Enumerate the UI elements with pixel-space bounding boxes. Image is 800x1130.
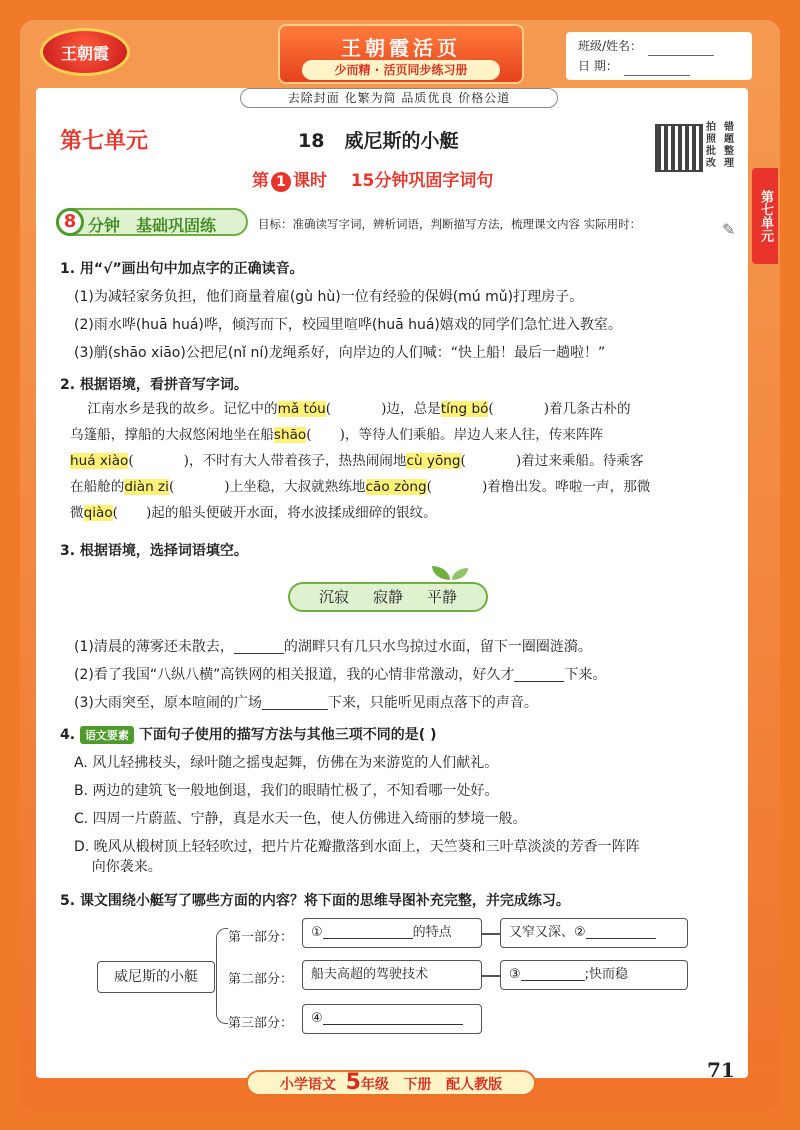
brand-logo: 王朝霞 — [40, 28, 130, 76]
question-1-title: 1. 用“√”画出句中加点字的正确读音。 — [60, 261, 304, 277]
option-d[interactable]: D. 晚风从椴树顶上轻轻吹过，把片片花瓣撒落到水面上，天竺葵和三叶草淡淡的芳香一阵阵 — [74, 839, 640, 855]
mindmap-part-3: 第三部分： — [228, 1016, 294, 1031]
qr-caption: 拍 错 照 题 批 整 改 理 — [706, 122, 734, 169]
option-c[interactable]: C. 四周一片蔚蓝、宁静，真是水天一色，使人仿佛进入绮丽的梦境一般。 — [74, 811, 527, 827]
mindmap-box-1[interactable]: ① 的特点 — [302, 918, 482, 948]
option-d-cont: 向你袭来。 — [74, 859, 162, 875]
question-2-passage: 江南水乡是我的故乡。记忆中的mǎ tóu( )边，总是tíng bó( )着几条古朴的 乌篷船，撑船的大叔悠闲地坐在船shāo( )，等待人们乘船。岸边人来人往，传来阵阵 huá xiào( )，不时有大人带着孩子，热热闹闹地cù yōng( )着过来乘船。待乘客 在船舱的diàn zi( )上坐稳，大叔就熟练地cāo zòng( )着橹出发。哗啦一声，那微 微qiào( )起的船头便破开水面，将水波揉成细碎的银纹。 — [70, 401, 651, 521]
brand-title: 王朝霞活页 — [341, 36, 461, 60]
footer-banner: 小学语文 5年级 下册 配人教版 — [246, 1070, 536, 1096]
question-4-title: 4. 语文要素 下面句子使用的描写方法与其他三项不同的是( ) — [60, 727, 437, 743]
option-a[interactable]: A. 风儿轻拂枝头，绿叶随之摇曳起舞，仿佛在为来游览的人们献礼。 — [74, 755, 499, 771]
unit-title: 第七单元 — [60, 128, 149, 154]
mindmap-part-1: 第一部分： — [228, 930, 294, 945]
session-title: 第 1 课时 15分钟巩固字词句 — [252, 171, 494, 191]
side-unit-tab: 第七单元 — [752, 168, 778, 264]
mindmap-box-2b[interactable]: ③ ;快而稳 — [500, 960, 688, 990]
question-3-item: (3)大雨突至，原本喧闹的广场 下来，只能听见雨点落下的声音。 — [74, 695, 538, 711]
brand-banner — [278, 24, 524, 84]
slogan: 去除封面 化繁为简 品质优良 价格公道 — [240, 88, 558, 108]
mindmap-center: 威尼斯的小艇 — [97, 961, 215, 993]
question-1-item[interactable]: (3)艄(shāo xiāo)公把尼(nǐ ní)龙绳系好，向岸边的人们喊：“快上船！最后一趟啦！” — [74, 345, 606, 361]
question-3-title: 3. 根据语境，选择词语填空。 — [60, 543, 248, 559]
mindmap-box-1b[interactable]: 又窄又深、② — [500, 918, 688, 948]
question-5-title: 5. 课文围绕小艇写了哪些方面的内容？将下面的思维导图补充完整，并完成练习。 — [60, 893, 570, 909]
pencil-icon: ✎ — [722, 220, 736, 239]
mindmap-part-2: 第二部分： — [228, 972, 294, 987]
answer-blank[interactable] — [262, 694, 328, 710]
lesson-title: 18 威尼斯的小艇 — [298, 130, 459, 152]
question-1-item[interactable]: (2)雨水哗(huā huá)哗，倾泻而下，校园里喧哗(huā huá)嬉戏的同学们急忙进入教室。 — [74, 317, 622, 333]
class-name-box — [566, 32, 752, 80]
question-3-item: (2)看了我国“八纵八横”高铁网的相关报道，我的心情非常激动，好久才 下来。 — [74, 667, 607, 683]
brand-subtitle: 少而精 · 活页同步练习册 — [302, 60, 500, 80]
option-b[interactable]: B. 两边的建筑飞一般地倒退，我们的眼睛忙极了，不知看哪一处好。 — [74, 783, 499, 799]
section-header: 8 分钟 基础巩固练 — [56, 208, 248, 236]
mindmap-box-3[interactable]: ④ — [302, 1004, 482, 1034]
answer-blank[interactable] — [514, 666, 564, 682]
answer-blank[interactable] — [234, 638, 284, 654]
mindmap-box-2: 船夫高超的驾驶技术 — [302, 960, 482, 990]
word-choices: 沉寂 寂静 平静 — [288, 582, 488, 612]
class-name-row[interactable]: 班级/姓名： — [578, 36, 740, 56]
section-goal: 目标：准确读写字词，辨析词语，判断描写方法，梳理课文内容 实际用时： — [258, 217, 642, 231]
question-2-title: 2. 根据语境，看拼音写字词。 — [60, 377, 248, 393]
page-number: 71 — [707, 1058, 735, 1082]
mindmap-brace — [216, 928, 228, 1024]
question-1-item[interactable]: (1)为减轻家务负担，他们商量着雇(gù hù)一位有经验的保姆(mú mǔ)打理房子。 — [74, 289, 584, 305]
question-3-item: (1)清晨的薄雾还未散去， 的湖畔只有几只水鸟掠过水面，留下一圈圈涟漪。 — [74, 639, 592, 655]
qr-code-icon[interactable] — [655, 124, 703, 172]
tag-badge: 语文要素 — [80, 726, 134, 744]
date-row[interactable]: 日 期： — [578, 56, 740, 76]
